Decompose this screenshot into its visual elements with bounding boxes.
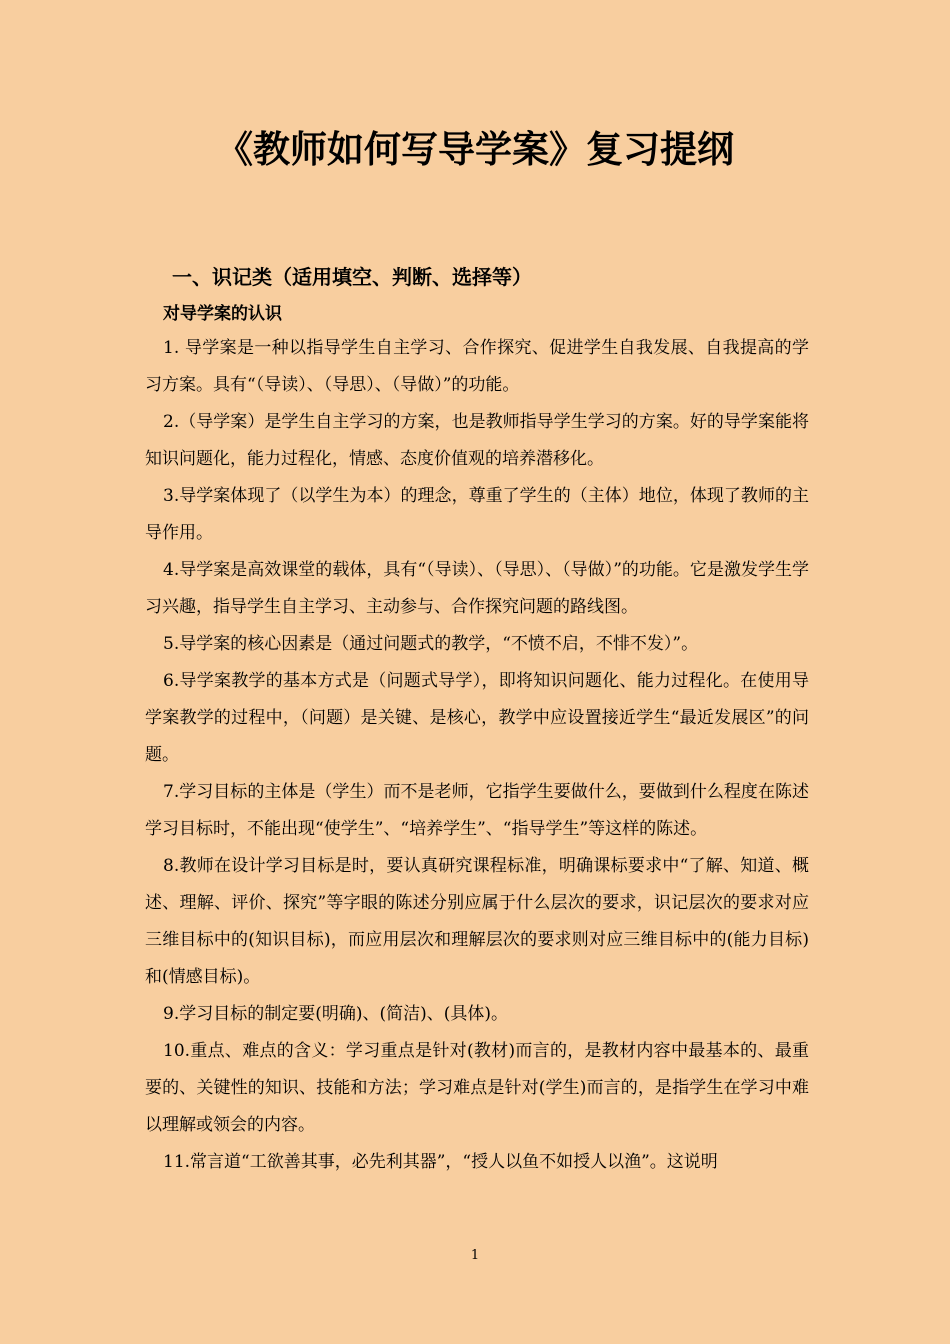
body-text — [145, 330, 809, 1181]
list-item: 8.教师在设计学习目标是时，要认真研究课程标准，明确课标要求中“了解、知道、概述、理解、评价、探究”等字眼的陈述分别应属于什么层次的要求，识记层次的要求对应三维目标中的(知识目标)，而应用层次和理解层次的要求则对应三维目标中的(能力目标)和(情感目标)。 — [145, 856, 809, 987]
list-item: 6.导学案教学的基本方式是（问题式导学），即将知识问题化、能力过程化。在使用导学案教学的过程中，（问题）是关键、是核心，教学中应设置接近学生“最近发展区”的问题。 — [145, 671, 809, 765]
list-item: 7.学习目标的主体是（学生）而不是老师，它指学生要做什么，要做到什么程度在陈述学习目标时，不能出现“使学生”、“培养学生”、“指导学生”等这样的陈述。 — [145, 782, 809, 839]
list-item: 1. 导学案是一种以指导学生自主学习、合作探究、促进学生自我发展、自我提高的学习方案。具有“（导读）、（导思）、（导做）”的功能。 — [145, 338, 809, 395]
section-heading: 一、识记类（适用填空、判断、选择等） — [172, 265, 532, 289]
list-item: 2.（导学案）是学生自主学习的方案，也是教师指导学生学习的方案。好的导学案能将知识问题化，能力过程化，情感、态度价值观的培养潜移化。 — [145, 412, 809, 469]
document-title: 《教师如何写导学案》复习提纲 — [216, 128, 734, 171]
list-item: 4.导学案是高效课堂的载体，具有“（导读）、（导思）、（导做）”的功能。它是激发学生学习兴趣，指导学生自主学习、主动参与、合作探究问题的路线图。 — [145, 560, 809, 617]
list-item: 9.学习目标的制定要(明确)、(简洁)、(具体)。 — [163, 1004, 509, 1024]
list-item: 3.导学案体现了（以学生为本）的理念，尊重了学生的（主体）地位，体现了教师的主导作用。 — [145, 486, 809, 543]
list-item: 11.常言道“工欲善其事，必先利其器”，“授人以鱼不如授人以渔”。这说明 — [163, 1152, 718, 1172]
list-item: 10.重点、难点的含义：学习重点是针对(教材)而言的，是教材内容中最基本的、最重要的、关键性的知识、技能和方法；学习难点是针对(学生)而言的，是指学生在学习中难以理解或领会的内容。 — [145, 1041, 809, 1135]
page-number: 1 — [470, 1248, 480, 1263]
list-item: 5.导学案的核心因素是（通过问题式的教学，“不愤不启，不悱不发）”。 — [163, 634, 699, 654]
subheading: 对导学案的认识 — [163, 304, 282, 324]
